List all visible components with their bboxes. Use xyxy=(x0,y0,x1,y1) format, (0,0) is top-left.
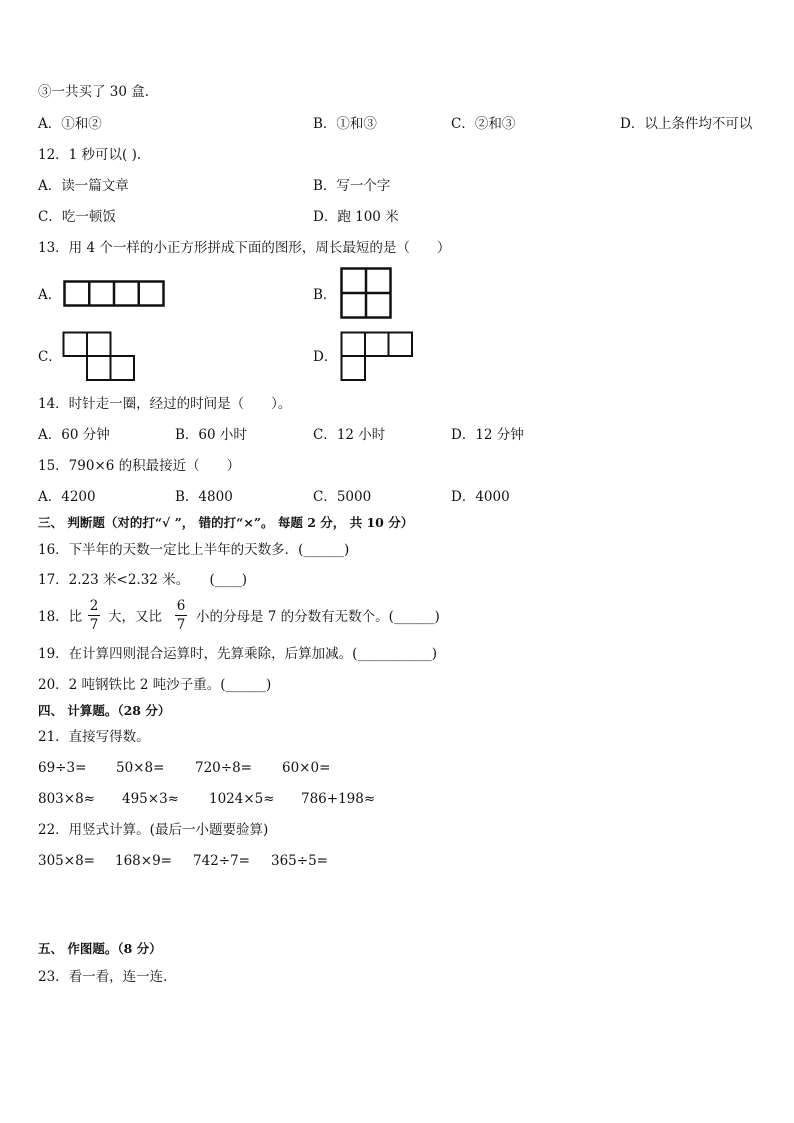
q15-option-a[interactable]: A．4200 xyxy=(38,489,96,505)
q12-stem: 12．1 秒可以( ). xyxy=(38,147,142,163)
calc-item: 50×8= xyxy=(116,760,165,776)
q22-stem: 22．用竖式计算。(最后一小题要验算) xyxy=(38,822,269,838)
q14-option-b[interactable]: B．60 小时 xyxy=(175,427,247,443)
q13-stem: 13．用 4 个一样的小正方形拼成下面的图形，周长最短的是（ ） xyxy=(38,240,451,256)
fraction-numerator: 6 xyxy=(176,598,186,614)
q12-option-d[interactable]: D．跑 100 米 xyxy=(313,209,399,225)
q18-part-2: 大，又比 xyxy=(108,609,162,625)
q14-stem: 14．时针走一圈，经过的时间是（ ）。 xyxy=(38,396,292,412)
q15-option-d[interactable]: D．4000 xyxy=(451,489,510,505)
q13-shape-c-z-shape[interactable] xyxy=(62,331,136,382)
q12-option-c[interactable]: C．吃一顿饭 xyxy=(38,209,116,225)
fraction-numerator: 2 xyxy=(89,598,99,614)
fraction-denominator: 7 xyxy=(89,617,99,633)
q18-part-3: 小的分母是 7 的分数有无数个。(______) xyxy=(196,609,440,625)
vertical-calc-item: 168×9= xyxy=(115,853,172,869)
calc-item: 720÷8= xyxy=(195,760,252,776)
q12-option-a[interactable]: A．读一篇文章 xyxy=(38,178,129,194)
estimate-item: 786+198≈ xyxy=(301,791,376,807)
q15-stem: 15．790×6 的积最接近（ ） xyxy=(38,458,241,474)
calc-item: 69÷3= xyxy=(38,760,87,776)
q15-option-b[interactable]: B．4800 xyxy=(175,489,233,505)
vertical-calc-item: 305×8= xyxy=(38,853,95,869)
q16-stem: 16．下半年的天数一定比上半年的天数多．(______) xyxy=(38,542,350,558)
q19-stem: 19．在计算四则混合运算时，先算乘除，后算加减。(___________) xyxy=(38,646,437,662)
q11-option-c[interactable]: C．②和③ xyxy=(451,116,516,132)
q11-option-a[interactable]: A．①和② xyxy=(38,116,102,132)
q13-shape-a-row-of-four[interactable] xyxy=(63,280,165,307)
q23-stem: 23．看一看，连一连. xyxy=(38,969,168,985)
q13-label-c[interactable]: C． xyxy=(38,349,62,365)
q11-option-b[interactable]: B．①和③ xyxy=(313,116,377,132)
q18-fraction-2-7 xyxy=(87,597,101,634)
q18-fraction-6-7 xyxy=(174,597,188,634)
estimate-item: 803×8≈ xyxy=(38,791,95,807)
q13-label-d[interactable]: D． xyxy=(313,349,338,365)
fraction-denominator: 7 xyxy=(176,617,186,633)
q13-shape-d-l-shape[interactable] xyxy=(340,331,414,382)
q14-option-c[interactable]: C．12 小时 xyxy=(313,427,386,443)
q14-option-d[interactable]: D．12 分钟 xyxy=(451,427,524,443)
q13-label-a[interactable]: A． xyxy=(38,287,62,303)
q12-option-b[interactable]: B．写一个字 xyxy=(313,178,391,194)
q15-option-c[interactable]: C．5000 xyxy=(313,489,372,505)
q21-stem: 21．直接写得数。 xyxy=(38,729,150,745)
q18-part-1: 18．比 xyxy=(38,609,83,625)
estimate-item: 495×3≈ xyxy=(122,791,179,807)
calc-item: 60×0= xyxy=(282,760,331,776)
q20-stem: 20．2 吨钢铁比 2 吨沙子重。(______) xyxy=(38,677,272,693)
section-3-title: 三、 判断题（对的打“√ ”， 错的打“×”。 每题 2 分， 共 10 分） xyxy=(38,515,414,530)
estimate-item: 1024×5≈ xyxy=(209,791,275,807)
vertical-calc-item: 742÷7= xyxy=(193,853,250,869)
section-4-title: 四、 计算题。（28 分） xyxy=(38,703,171,718)
vertical-calc-item: 365÷5= xyxy=(271,853,328,869)
q17-stem: 17．2.23 米<2.32 米。 (____) xyxy=(38,572,247,588)
q13-shape-b-square-2x2[interactable] xyxy=(340,267,392,319)
q14-option-a[interactable]: A．60 分钟 xyxy=(38,427,110,443)
q11-condition-3: ③一共买了 30 盒. xyxy=(38,84,150,100)
q11-option-d[interactable]: D．以上条件均不可以 xyxy=(620,116,753,132)
q13-label-b[interactable]: B． xyxy=(313,287,337,303)
section-5-title: 五、 作图题。（8 分） xyxy=(38,941,162,956)
